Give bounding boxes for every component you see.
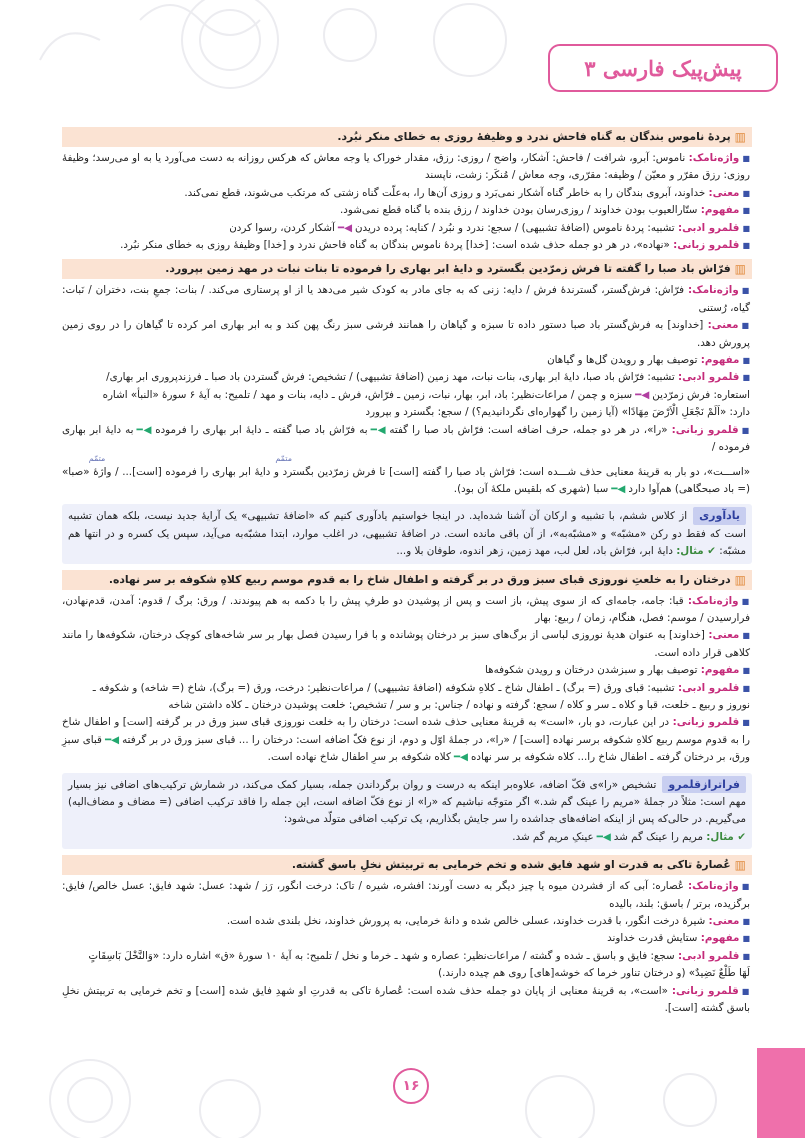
bullet-icon: ■ xyxy=(742,223,750,233)
concept-1: ■مفهوم: ستّارالعیوب بودن خداوند / روزی‌رسان بودن خداوند / رزق بنده با گناه قطع نمی‌شود. xyxy=(340,204,750,217)
language-2: ■قلمرو زبانی: «را»، در هر دو جمله، حرف اضافه است: فرّاش باد صبا را گفته◀━به فرّاش باد صبا گفته ـ دایهٔ ابر بهاری را فرموده◀━به دایهٔ ابر بهاری فرموده / xyxy=(62,423,750,454)
bullet-icon: ■ xyxy=(742,951,750,961)
arrow-left-icon: ◀━ xyxy=(104,733,120,746)
meaning-2: ■معنی: [خداوند] به فرش‌گستر باد صبا دستور داده تا سبزه و گیاهان را همانند فرشی سبز رنگ پهن کند و به ابر بهاری امر کرده تا گیاهان را در روی زمین پرورش دهد. xyxy=(62,319,750,349)
arrow-left-icon: ◀━ xyxy=(136,423,153,436)
side-tab xyxy=(757,1048,805,1138)
concept-2: ■مفهوم: توصیف بهار و رویدن گل‌ها و گیاهان xyxy=(547,354,750,367)
bullet-icon: ■ xyxy=(742,631,751,641)
vocab-3: ■واژه‌نامک: قبا: جامه، جامه‌ای که از سوی پیش، باز است و پس از پوشیدن دو طرفِ پیش را با دکمه به هم پیوندند. / ورق: برگ / قدوم: آمدن، قدم‌نهادن، فرارسیدن / موسم: فصل، هنگام، زمان / ربیع: بهار xyxy=(62,594,750,624)
book-icon: ▥ xyxy=(734,130,746,144)
bullet-icon: ■ xyxy=(742,206,750,216)
vocab-1: ■واژه‌نامک: ناموس: آبرو، شرافت / فاحش: آشکار، واضح / روزی: رزق، مقدار خوراک یا وجه معاش که هرکس روزانه به دست می‌آورد یا به او می‌رسد؛ وظیفهٔ روزی: رزق مقرّر و معیّن / وظیفه: مقرّری، وجه معاش / مُنکَر: زشت، ناپسند xyxy=(62,152,750,182)
book-icon: ▥ xyxy=(734,262,746,277)
bullet-icon: ■ xyxy=(742,241,750,251)
arrow-left-icon: ◀━ xyxy=(370,423,387,436)
verse-4: ▥ عُصارهٔ تاکی به قدرت او شهد فایق شده و تخم خرمایی به تربیتش نخلِ باسق گشته. xyxy=(62,855,752,875)
arrow-left-icon: ◀━ xyxy=(596,830,611,843)
language-4: ■قلمرو زبانی: «است»، به قرینهٔ معنایی از پایان دو جمله حذف شده است: عُصارهٔ تاکی به قدرتِ او شهدِ فایق شده [است] و تخم خرمایی به تربیتش نخلِ باسق گشته [است]. xyxy=(62,984,750,1015)
book-icon: ▥ xyxy=(734,858,746,873)
bullet-icon: ■ xyxy=(742,154,750,163)
bullet-icon: ■ xyxy=(741,321,750,331)
meaning-1: ■معنی: خداوند، آبروی بندگان را به خاطر گناه آشکار نمی‌بَرد و روزی آن‌ها را، به‌علّت گناه زشتی که مرتکب می‌شوند، قطع نمی‌کند. xyxy=(184,186,750,199)
page-number: ۱۶ xyxy=(393,1068,429,1104)
language-1: ■قلمرو زبانی: «نهاده»، در هر دو جمله حذف شده است: [خدا] پردهٔ ناموس بندگان به گناه فاحش ندرد و [خدا] وظیفهٔ روزی به خطای منکر نبُرد. xyxy=(120,239,750,252)
brand-title: پیش‌پیک فارسی ۳ xyxy=(584,55,742,81)
bullet-icon: ■ xyxy=(741,986,750,996)
bullet-icon: ■ xyxy=(742,666,750,676)
literary-2: ■قلمرو ادبی: تشبیه: فرّاش باد صبا، دایهٔ ابر بهاری، بنات نبات، مهد زمین (اضافهٔ تشبیهی) / تشخیص: فرش گستردن باد صبا ـ فرزندپروری ابر بهاری/ xyxy=(106,371,750,384)
reminder-box: یادآوریاز کلاس ششم، با تشبیه و ارکان آن آشنا شده‌اید. در اینجا خواستیم یادآوری کنیم که «اضافهٔ تشبیهی» یک آرایهٔ جدید نیست، بلکه همان تشبیه است که فقط دو رکن «مشبّه» و «مشبّه‌به»، از آن باقی مانده است. در اضافهٔ تشبیهی، در اغلب موارد، ابتدا مشبّه‌به می‌آید، سپس یک کسره و در انتها هم مشبّه: ✔ مثال: دایهٔ ابر، فرّاش باد، لعل لب، مهد زمین، زهر اندوه، طوفان بلا و... xyxy=(62,504,752,563)
example-label: ✔ مثال: xyxy=(676,545,716,558)
complement-label: متمّم xyxy=(88,453,106,463)
literary-4b: لَهَا طَلْعٌ نَضِیدٌ» (و درختان تناور خرما که خوشه[های] روی هم چیده دارند.) xyxy=(438,967,750,980)
bullet-icon: ■ xyxy=(742,934,750,944)
book-icon: ▥ xyxy=(734,572,746,587)
literary-2b: استعاره: فرش زمرّدین◀━سبزه و چمن / مراعات‌نظیر: باد، ابر، بهار، نبات، زمین ـ فرّاش، فرش ـ دایه، بنات و مهد / تلمیح: به آیهٔ ۶ سورهٔ «النبأ» اشاره xyxy=(102,388,750,401)
arrow-left-icon: ◀━ xyxy=(611,482,626,495)
complement-labels xyxy=(62,453,752,464)
literary-1: ■قلمرو ادبی: تشبیه: پردهٔ ناموس (اضافهٔ تشبیهی) / سجع: ندرد و نبُرد / کنایه: پرده دریدن◀━آشکار کردن، رسوا کردن xyxy=(229,221,750,234)
verse-3: ▥ درختان را به خلعتِ نوروزی قبای سبز ورق در بر گرفته و اطفال شاخ را به قدوم موسم ربیع کلاهِ شکوفه بر سر نهاده. xyxy=(62,570,752,590)
bullet-icon: ■ xyxy=(742,683,750,693)
beyond-box: فراترازقلمروتشخیص «را»ی فکّ اضافه، علاوه‌بر اینکه به درست و روان برگرداندن جمله، بسیار کمک می‌کند، در شمارش ترکیب‌های اضافی نیز بسیار مهم است: مثلاً در جملهٔ «مریم را عینک گم شد.» اگر متوجّه نباشیم که «را» از نوع فکّ اضافه است، این جمله را فاقد ترکیب اضافی (= مضاف و مضاف‌الیه) می‌گیریم. در حالی‌که پس از اینکه اضافه‌های جداشده را سر جایش بگذاریم، یک ترکیب اضافی متولّد می‌شود: ✔ مثال: مریم را عینک گم شد◀━عینکِ مریم گم شد. xyxy=(62,773,752,850)
language-3: ■قلمرو زبانی: در این عبارت، دو بار، «است» به قرینهٔ معنایی حذف شده است: درختان را به خلعت نوروزی قبای سبز ورق در بر گرفته [است] و اطفال شاخ را به قدوم موسم ربیع کلاهِ شکوفه برسر نهاده [است] / «را»، در جملهٔ اوّل و دوم، از نوع فکّ اضافه است: درختان را ... قبای سبز ورق در بر گرفته◀━قبای سبزِ ورق، بر درختان گرفته ـ اطفال شاخ را... کلاه شکوفه بر سر نهاده◀━کلاه شکوفه بر سرِ اطفال شاخ نهاده است. xyxy=(62,716,750,764)
complement-label: متمّم xyxy=(275,453,292,463)
literary-3b: نوروز و ربیع ـ خلعت، قبا و کلاه ـ سر و کلاه / سجع: گرفته و نهاده / جناس: بر و سر / تشخیص: خلعت پوشیدن درختان ـ کلاه داشتن شاخه xyxy=(168,698,750,711)
bullet-icon: ■ xyxy=(741,425,750,435)
concept-4: ■مفهوم: ستایش قدرت خداوند xyxy=(607,932,750,945)
verse-2: ▥ فرّاش باد صبا را گفته تا فرش زمرّدین بگسترد و دایهٔ ابر بهاری را فرموده تا بنات نبات در مهد زمین بپرورد. xyxy=(62,259,752,279)
bullet-icon: ■ xyxy=(742,356,750,366)
bullet-icon: ■ xyxy=(742,917,750,927)
example-label: ✔ مثال: xyxy=(706,830,746,843)
concept-3: ■مفهوم: توصیف بهار و سبزشدن درختان و رویدن شکوفه‌ها xyxy=(485,664,750,677)
meaning-3: ■معنی: [خداوند] به عنوان هدیهٔ نوروزی لباسی از برگ‌های سبز بر درختان پوشانده و با فرا رسیدن فصل بهار بر سر شاخه‌های کوچک درختان، شکوفه‌ها را مانند کلاهی قرار داده است. xyxy=(62,629,751,659)
literary-3: ■قلمرو ادبی: تشبیه: قبای ورق (= برگ) ـ اطفال شاخ ـ کلاهِ شکوفه (اضافهٔ تشبیهی) / مراعات‌نظیر: درخت، ورق (= برگ)، شاخ (= شاخه) و شکوفه ـ xyxy=(92,681,750,694)
vocab-4: ■واژه‌نامک: عُصاره: آبی که از فشردن میوه یا چیز دیگر به دست آورند: افشره، شیره / تاک: درخت انگور، رَز / شهد: عسل: شهد فایق: عسل خالص/ فایق: برگزیده، برتر / باسق: بلند، بالیده xyxy=(62,880,751,910)
bullet-icon: ■ xyxy=(742,188,750,198)
reminder-tag: یادآوری xyxy=(693,507,746,524)
bullet-icon: ■ xyxy=(742,718,750,728)
arrow-left-icon: ◀━ xyxy=(635,388,650,401)
verse-1: ▥ پردهٔ ناموس بندگان به گناه فاحش ندرد و وظیفهٔ روزی به خطای منکر نبُرد. xyxy=(62,127,752,147)
bullet-icon: ■ xyxy=(742,373,750,383)
arrow-left-icon: ◀━ xyxy=(453,751,468,764)
arrow-left-icon: ◀━ xyxy=(337,221,352,234)
beyond-tag: فراترازقلمرو xyxy=(662,776,746,793)
bullet-icon: ■ xyxy=(741,286,750,296)
literary-4: ■قلمرو ادبی: سجع: فایق و باسق ـ شده و گشته / مراعات‌نظیر: عصاره و شهد ـ خرما و نخل / تلمیح: به آیهٔ ۱۰ سورهٔ «ق» اشاره دارد: «وَالنَّخْلَ بَاسِقَاتٍ xyxy=(88,949,750,962)
bullet-icon: ■ xyxy=(741,596,750,606)
literary-2c: دارد: «اَلَمْ نَجْعَلِ الْاَرْضَ مِهَادًا» (آیا زمین را گهواره‌ای نگردانیدیم؟) / سجع: بگسترد و بپرورد xyxy=(365,406,750,419)
brand-logo xyxy=(548,44,778,92)
meaning-4: ■معنی: شیرهٔ درخت انگور، با قدرت خداوند، عسلی خالص شده و دانهٔ خرمایی، به پرورش خداوند، نخل بلندی شده است. xyxy=(226,915,750,928)
vocab-2: ■واژه‌نامک: فرّاش: فرش‌گستر، گسترندهٔ فرش / دایه: زنی که به جای مادر به کودک شیر می‌دهد یا از او پرستاری می‌کند. / بنات: جمعِ بنت، دختران / نَبات: گیاه، رُستنی xyxy=(62,284,750,314)
page-content xyxy=(62,122,752,1017)
language-2b: «اســـت»، دو بار به قرینهٔ معنایی حذف شـــده است: فرّاش باد صبا را گفته [است] تا فرش زمرّدین بگسترد و دایهٔ ابر بهاری را فرموده [است]... / واژهٔ «صبا» (= باد صبحگاهی) هم‌آوا دارد◀━سبا (شهری که بلقیس ملکهٔ آن بود). xyxy=(62,465,750,495)
bullet-icon: ■ xyxy=(741,882,751,892)
